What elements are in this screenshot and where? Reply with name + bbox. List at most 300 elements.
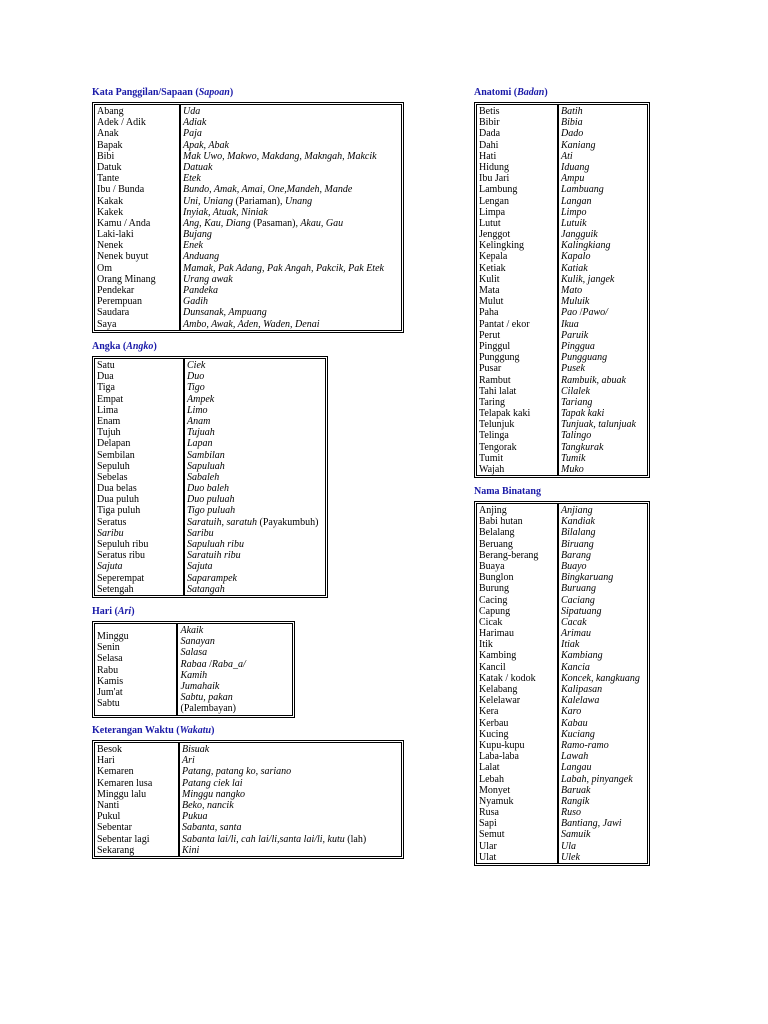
term-cell: Kemaren [97,766,134,778]
italic-text: Sanayan [180,636,215,648]
translation-cell [183,140,399,151]
term-cell: Cicak [479,616,503,628]
italic-text: Akaik [180,625,204,636]
italic-text: Mato [561,285,583,296]
col-minang [179,742,402,857]
term-cell: Monyet [479,784,511,796]
italic-text: Duo baleh [187,483,229,495]
translation-cell [183,106,399,117]
translation-cell [182,834,399,845]
italic-text: Anam [187,415,211,427]
italic-text: Datuak [183,161,213,173]
translation-cell [561,274,645,285]
italic-text: Samuik [561,829,591,841]
title-text: Anatomi [474,87,512,98]
italic-text: Lutuik [561,217,587,229]
translation-cell [561,852,645,863]
italic-text: Bibia [561,117,583,129]
term-cell: Buaya [479,560,505,572]
translation-cell [561,307,645,318]
italic-text: Ciek [187,360,206,371]
translation-cell [183,117,399,128]
translation-cell [561,684,645,695]
term-cell: Anjing [479,505,507,516]
italic-text: Duo [187,371,205,383]
translation-cell [183,285,399,296]
translation-cell [561,718,645,729]
term-cell: Ibu / Bunda [97,184,145,196]
translation-cell [561,617,645,628]
term-cell: Ibu Jari [479,173,510,185]
italic-text: Kulik, jangek [561,273,615,285]
italic-text: Cilalek [561,385,590,397]
translation-cell [97,528,181,539]
plain-text: (Pariaman) [235,195,280,207]
translation-cell [97,416,181,427]
italic-text: Kini [182,844,200,856]
italic-text: Jangguik [561,229,598,241]
italic-text: Saratuih ribu [187,550,241,562]
italic-text: Buayo [561,560,587,572]
italic-text: Kuciang [561,728,595,740]
italic-text: Etek [183,173,201,185]
plain-text: Seratus ribu [97,550,146,562]
italic-text: Pandeka [183,285,218,296]
italic-text: Kabau [561,717,588,729]
italic-text: Jumahaik [180,680,220,692]
translation-cell [561,106,645,117]
translation-cell [182,811,399,822]
term-cell: Lutut [479,217,501,229]
title-text: Angka [92,341,121,352]
term-cell: Ulat [479,851,497,863]
term-cell: Bibir [479,117,500,129]
translation-cell [561,162,645,173]
translation-cell [187,360,323,371]
col-indonesian [94,358,184,596]
translation-cell [561,673,645,684]
title-local: Sapoan [198,87,230,98]
term-cell: Nenek [97,240,124,252]
term-cell: Mata [479,285,500,296]
italic-text: Patang, patang ko, sariano [182,766,292,778]
plain-text: Lima [97,404,119,416]
italic-text: Salasa [180,647,208,659]
translation-cell [561,419,645,430]
translation-cell [182,789,399,800]
italic-text: Patang ciek lai [182,777,243,789]
term-cell: Lebah [479,773,504,785]
translation-cell [183,128,399,139]
italic-text: Paruik [561,329,589,341]
translation-cell [183,162,399,173]
translation-cell [561,128,645,139]
plain-text: Dua puluh [97,494,139,506]
translation-cell [180,670,290,681]
term-cell: Telinga [479,430,509,442]
italic-text: Pinggua [561,340,595,352]
term-cell: Lengan [479,195,509,207]
italic-text: Anjiang [561,505,593,516]
translation-cell [97,382,181,393]
translation-cell [561,539,645,550]
italic-text: Arimau [561,628,591,640]
translation-cell [561,173,645,184]
italic-text: Rangik [561,795,590,807]
translation-cell [561,285,645,296]
term-cell: Senin [97,642,120,654]
translation-cell [561,706,645,717]
plain-text: / [579,307,583,319]
col-indonesian [94,623,177,716]
translation-cell [561,408,645,419]
translation-cell [97,550,181,561]
translation-cell [187,483,323,494]
translation-cell [561,296,645,307]
translation-cell [561,762,645,773]
italic-text: Sabaleh [187,471,220,483]
translation-cell [187,505,323,516]
italic-text: Lapan [187,438,213,450]
term-cell: Rambut [479,374,511,386]
italic-text: Sapuluah [187,460,225,472]
term-cell: Pukul [97,811,121,823]
term-cell: Anak [97,128,119,140]
translation-cell [561,729,645,740]
term-cell: Hidung [479,161,509,173]
italic-text: Pawo/ [582,307,608,319]
term-cell: Rabu [97,664,119,676]
translation-cell [97,505,181,516]
translation-cell [97,483,181,494]
table-angka [92,356,328,598]
italic-text: Dunsanak, Ampuang [183,307,267,319]
italic-text: Pusek [561,363,585,375]
title-text: Kata Panggilan/Sapaan [92,87,193,98]
italic-text: Bilalang [561,527,596,539]
plain-text: (Palembayan) [180,703,237,715]
italic-text: Duo puluah [187,494,235,506]
translation-cell [97,438,181,449]
table-panggilan [92,102,404,333]
section-title: Anatomi (Badan) [474,87,548,98]
italic-text: Batih [561,106,583,117]
term-cell: Babi hutan [479,516,523,528]
italic-text: Inyiak, Atuak, Niniak [183,206,268,218]
term-cell: Pantat / ekor [479,318,530,330]
section-binatang [474,486,650,871]
translation-cell [183,263,399,274]
italic-text: Ikua [561,318,579,330]
term-cell: Jum'at [97,686,123,698]
term-cell: Selasa [97,653,123,665]
plain-text: Sepuluh [97,460,130,472]
italic-text: Langan [561,195,592,207]
italic-text: Koncek, kangkuang [561,672,640,684]
translation-cell [561,796,645,807]
term-cell: Mulut [479,296,504,308]
term-cell: Laki-laki [97,229,134,241]
section-angka [92,341,328,603]
plain-text: Tiga [97,382,115,394]
italic-text: Pukua [182,811,208,823]
term-cell: Kepala [479,251,508,263]
term-cell: Saya [97,318,117,330]
translation-cell [183,296,399,307]
term-cell: Betis [479,106,500,117]
italic-text: Saratuih, saratuh [187,516,260,528]
translation-cell [187,561,323,572]
translation-cell [187,416,323,427]
translation-cell [183,207,399,218]
term-cell: Lalat [479,762,500,774]
term-cell: Kemaren lusa [97,777,153,789]
section-title: Keterangan Waktu (Wakatu) [92,725,215,736]
italic-text: Uni, Uniang [183,195,236,207]
translation-cell [561,397,645,408]
term-cell: Taring [479,396,505,408]
translation-cell [561,251,645,262]
translation-cell [97,472,181,483]
plain-text: Seperempat [97,572,145,584]
translation-cell [180,625,290,636]
term-cell: Kera [479,706,499,718]
italic-text: Itiak [561,639,580,651]
term-cell: Lambung [479,184,518,196]
italic-text: Langau [561,762,592,774]
plain-text: (Pasaman) [253,217,296,229]
italic-text: Sambilan [187,449,225,461]
translation-cell [187,539,323,550]
term-cell: Limpa [479,206,506,218]
table-waktu [92,740,404,859]
translation-cell [561,330,645,341]
italic-text: Satangah [187,583,225,595]
section-waktu [92,725,404,864]
title-local: Wakatu [179,725,212,736]
term-cell: Itik [479,639,493,651]
translation-cell [183,196,399,207]
italic-text: Sapuluah ribu [187,539,244,550]
translation-cell [97,461,181,472]
term-cell: Bapak [97,139,123,151]
italic-text: Ruso [561,807,581,819]
term-cell: Saudara [97,307,130,319]
section-title [474,486,650,498]
italic-text: Muluik [561,296,590,308]
col-indonesian [94,742,179,857]
translation-cell [561,352,645,363]
italic-text: Sabanta, santa [182,822,242,834]
italic-text: , Akau, Gau [295,217,344,229]
italic-text: Ati [561,150,573,162]
italic-text: Lawah [561,751,589,763]
italic-text: Beko, nancik [182,799,234,811]
italic-text: Kaniang [561,139,596,151]
translation-cell [187,517,323,528]
translation-cell [561,196,645,207]
translation-cell [561,606,645,617]
plain-text: Seratus [97,516,127,528]
translation-cell [182,778,399,789]
term-cell: Tahi lalat [479,385,517,397]
term-cell: Besok [97,744,122,755]
italic-text: Bundo, Amak, Amai, One,Mandeh, Mande [183,184,353,196]
italic-text: Biruang [561,538,594,550]
term-cell: Kerbau [479,717,509,729]
section-title: Kata Panggilan/Sapaan (Sapoan) [92,87,234,98]
translation-cell [561,695,645,706]
translation-cell [183,274,399,285]
translation-cell [561,774,645,785]
italic-text: Paja [183,128,202,140]
translation-cell [97,450,181,461]
italic-text: Mamak, Pak Adang, Pak Angah, Pakcik, Pak Etek [183,262,384,274]
italic-text: Limo [187,404,208,416]
translation-cell [182,766,399,777]
italic-text: Pao [561,307,580,319]
plain-text: Dua [97,371,114,383]
translation-cell [183,319,399,330]
plain-text: Sebelas [97,471,128,483]
term-cell: Tante [97,173,120,185]
plain-text: Enam [97,415,121,427]
term-cell: Berang-berang [479,549,539,561]
translation-cell [561,572,645,583]
term-cell: Ular [479,840,497,852]
table-binatang [474,501,650,866]
translation-cell [561,628,645,639]
italic-text: Katiak [561,262,588,274]
term-cell: Kucing [479,728,509,740]
translation-cell [561,430,645,441]
translation-cell [561,561,645,572]
translation-cell [561,229,645,240]
col-indonesian [94,104,180,331]
italic-text: Sabtu, pakan [180,692,233,704]
translation-cell [561,829,645,840]
title-text: Keterangan Waktu [92,725,174,736]
translation-cell [561,207,645,218]
translation-cell [187,494,323,505]
italic-text: Ampek [187,393,215,405]
translation-cell [187,371,323,382]
italic-text: Kambiang [561,650,603,662]
italic-text: Tumik [561,452,586,464]
term-cell: Capung [479,605,511,617]
section-panggilan [92,87,404,338]
italic-text: Saribu [187,527,214,539]
plain-text: Sepuluh ribu [97,539,149,550]
translation-cell [183,229,399,240]
plain-text: (Payakumbuh) [259,516,319,528]
term-cell: Kakek [97,206,124,218]
translation-cell [561,140,645,151]
term-cell: Sebentar lagi [97,833,150,845]
italic-text: Cacak [561,616,587,628]
term-cell: Adek / Adik [97,117,146,129]
translation-cell [187,450,323,461]
italic-text: Tunjuak, talunjuak [561,419,636,431]
italic-text: Pungguang [561,352,608,364]
italic-text: Dado [561,128,584,140]
translation-cell [561,505,645,516]
term-cell: Laba-laba [479,751,519,763]
plain-text: Tujuh [97,427,121,439]
italic-text: Kalingkiang [561,240,611,252]
translation-cell [97,573,181,584]
italic-text: Uda [183,106,201,117]
translation-cell [561,319,645,330]
term-cell: Nenek buyut [97,251,149,263]
term-cell: Nanti [97,799,120,811]
term-cell: Sabtu [97,698,120,710]
italic-text: Sajuta [97,561,123,573]
italic-text: Urang awak [183,273,233,285]
plain-text: Sembilan [97,449,135,461]
translation-cell [97,494,181,505]
italic-text: Raba_a/ [211,658,246,670]
term-cell: Wajah [479,464,505,475]
italic-text: Barang [561,549,591,561]
plain-text: (lah) [347,833,367,845]
term-cell: Kelingking [479,240,524,252]
italic-text: Baruak [561,784,591,796]
italic-text: Muko [561,464,584,475]
translation-cell [561,751,645,762]
term-cell: Pusar [479,363,502,375]
italic-text: Anduang [183,251,220,263]
italic-text: Bingkaruang [561,572,614,584]
translation-cell [180,659,290,670]
term-cell: Sekarang [97,844,135,856]
term-cell: Semut [479,829,505,841]
italic-text: Tapak kaki [561,408,605,420]
translation-cell [561,184,645,195]
plain-text: Dua belas [97,483,137,495]
plain-text: / [209,658,212,670]
translation-cell [97,561,181,572]
term-cell: Perempuan [97,296,142,308]
translation-cell [561,386,645,397]
italic-text: Kamih [180,669,208,681]
translation-cell [561,516,645,527]
italic-text: Saribu [97,527,124,539]
term-cell: Minggu lalu [97,788,147,800]
col-minang [558,104,648,476]
translation-cell [180,692,290,703]
translation-cell [561,117,645,128]
italic-text: Iduang [561,161,590,173]
translation-cell [187,461,323,472]
translation-cell [183,251,399,262]
term-cell: Tengorak [479,441,517,453]
italic-text: Tujuah [187,427,215,439]
italic-text: Talingo [561,430,592,442]
term-cell: Abang [97,106,124,117]
translation-cell [182,845,399,856]
translation-cell [187,394,323,405]
term-cell: Kelelawar [479,695,521,707]
term-cell: Dada [479,128,501,140]
translation-cell [561,650,645,661]
italic-text: Bantiang, Jawi [561,818,622,830]
term-cell: Rusa [479,807,499,819]
italic-text: Ari [182,755,195,767]
term-cell: Kamu / Anda [97,217,151,229]
term-cell: Kelabang [479,684,518,695]
italic-text: Sajuta [187,561,213,573]
